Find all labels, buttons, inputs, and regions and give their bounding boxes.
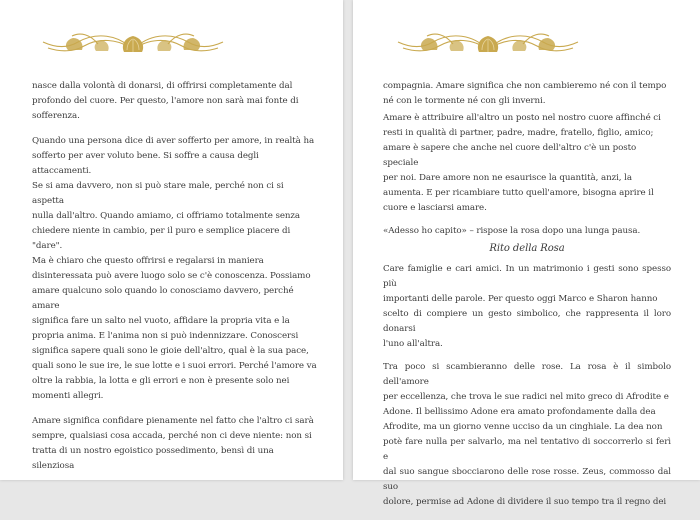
- left-page-body: [32, 79, 318, 484]
- gold-floral-ornament-icon: [393, 28, 583, 58]
- paragraph: nasce dalla volontà di donarsi, di offrirsi completamente dal profondo del cuore. Per questo, l'amore non sarà mai fonte di sofferenza.: [32, 81, 299, 121]
- left-page: [0, 0, 343, 480]
- right-page: [353, 0, 700, 507]
- paragraph: Amare significa confidare pienamente nel fatto che l'altro ci sarà sempre, qualsiasi cosa accada, perché non ci deve niente: non si tratta di un nostro egoistico possedimento, bensì di una silenziosa: [32, 416, 314, 471]
- quote: «Adesso ho capito» – rispose la rosa dopo una lunga pausa.: [383, 226, 641, 236]
- gold-floral-ornament-icon: [38, 28, 228, 58]
- paragraph: Tra poco si scambieranno delle rose. La rosa è il simbolo dell'amore per eccellenza, che trova le sue radici nel mito greco di Afrodite e Adone. Il bellissimo Adone era amato profondamente dalla dea Afrodite, ma un giorno venne ucciso da un cinghiale. La dea non potè fare nulla per salvarlo, ma nel tentativo di soccorrerlo si ferì e dal suo sangue sbocciarono delle rose rosse. Zeus, commosso dal suo dolore, permise ad Adone di dividere il suo tempo tra il regno dei: [383, 362, 671, 507]
- paragraph: Amare è attribuire all'altro un posto nel nostro cuore affinché ci resti in qualità di partner, padre, madre, fratello, figlio, amico; amare è sapere che anche nel cuore dell'altro c'è un posto speciale per noi. Dare amore non ne esaurisce la quantità, anzi, la aumenta. E per ricambiare tutto quell'amore, bisogna aprire il cuore e lasciarsi amare.: [383, 113, 661, 213]
- right-page-body: [383, 79, 671, 520]
- paragraph: compagnia. Amare significa che non cambieremo né con il tempo né con le tormente né con gli inverni.: [383, 81, 667, 106]
- section-title: Rito della Rosa: [489, 243, 565, 254]
- paragraph: Care famiglie e cari amici. In un matrimonio i gesti sono spesso più importanti delle parole. Per questo oggi Marco e Sharon hanno scelto di compiere un gesto simbolico, che rappresenta il loro donarsi l'uno all'altra.: [383, 264, 671, 349]
- paragraph: Quando una persona dice di aver sofferto per amore, in realtà ha sofferto per aver voluto bene. Si soffre a causa degli attaccamenti. Se si ama davvero, non si può stare male, perché non ci si aspetta nulla dall'altro. Quando amiamo, ci offriamo totalmente senza chiedere niente in cambio, per il puro e semplice piacere di "dare". Ma è chiaro che questo offrirsi e regalarsi in maniera disinteressata può avere luogo solo se c'è conoscenza. Possiamo amare qualcuno solo quando lo conosciamo davvero, perché amare significa fare un salto nel vuoto, affidare la propria vita e la propria anima. E l'anima non si può indennizzare. Conoscersi significa sapere quali sono le gioie dell'altro, qual è la sua pace, quali sono le sue ire, le sue lotte e i suoi errori. Perché l'amore va oltre la rabbia, la lotta e gli errori e non è presente solo nei momenti allegri.: [32, 136, 317, 401]
